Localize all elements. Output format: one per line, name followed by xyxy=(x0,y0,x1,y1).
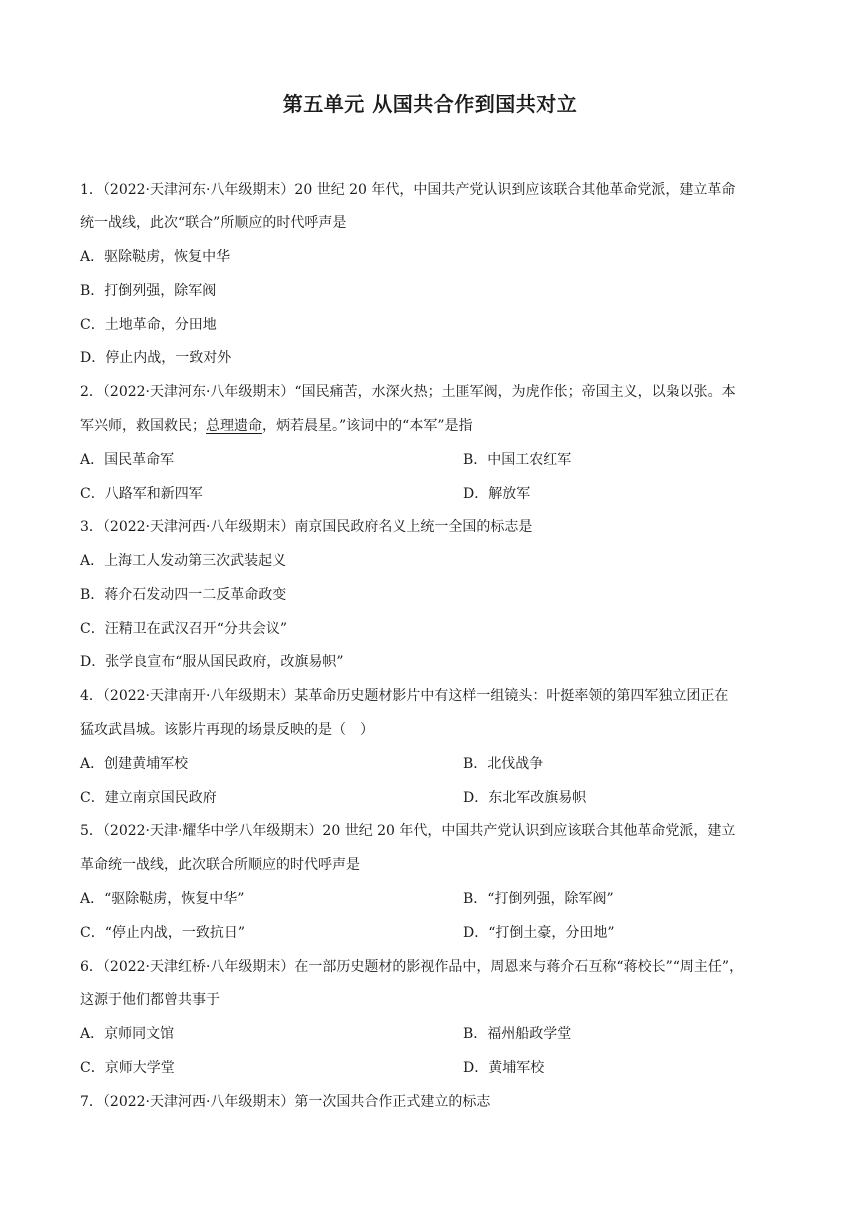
question-4-options-row-1 xyxy=(80,754,780,774)
question-2-stem-line-1: 2．（2022·天津河东·八年级期末）“国民痛苦，水深火热；土匪军阀，为虎作伥；帝国主义，以枭以张。本 xyxy=(80,384,736,400)
question-2-option-d: D．解放军 xyxy=(463,486,531,502)
question-3-option-c: C．汪精卫在武汉召开“分共会议” xyxy=(80,621,288,637)
question-6-stem-line-1: 6．（2022·天津红桥·八年级期末）在一部历史题材的影视作品中，周恩来与蒋介石互称“蒋校长”“周主任”， xyxy=(80,959,744,975)
question-5-option-b: B．“打倒列强，除军阀” xyxy=(463,891,614,907)
question-5-option-a: A．“驱除鞑虏，恢复中华” xyxy=(80,891,245,907)
question-5-options-row-2 xyxy=(80,923,780,943)
question-3-option-a: A．上海工人发动第三次武装起义 xyxy=(80,553,287,569)
question-5-stem-line-2: 革命统一战线，此次联合所顺应的时代呼声是 xyxy=(80,857,360,873)
question-6-option-c: C．京师大学堂 xyxy=(80,1060,175,1076)
question-7-stem-line-1: 7．（2022·天津河西·八年级期末）第一次国共合作正式建立的标志 xyxy=(80,1094,491,1110)
question-5-option-c: C．“停止内战，一致抗日” xyxy=(80,925,246,941)
question-4-option-b: B．北伐战争 xyxy=(463,756,544,772)
question-6-options-row-1 xyxy=(80,1024,780,1044)
question-5-stem-line-1: 5．（2022·天津·耀华中学八年级期末）20 世纪 20 年代，中国共产党认识到应该联合其他革命党派，建立 xyxy=(80,823,736,839)
question-1-option-c: C．土地革命，分田地 xyxy=(80,317,217,333)
question-6-option-d: D．黄埔军校 xyxy=(463,1060,545,1076)
question-5-option-d: D．“打倒土豪，分田地” xyxy=(463,925,615,941)
question-2-option-a: A．国民革命军 xyxy=(80,452,175,468)
question-2-option-c: C．八路军和新四军 xyxy=(80,486,203,502)
question-2-options-row-2 xyxy=(80,484,780,504)
question-2-options-row-1 xyxy=(80,450,780,470)
question-1-option-a: A．驱除鞑虏，恢复中华 xyxy=(80,249,231,265)
question-6-option-a: A．京师同文馆 xyxy=(80,1026,175,1042)
question-5-options-row-1 xyxy=(80,889,780,909)
question-2-stem-line-2 xyxy=(80,416,780,436)
question-3-option-d: D．张学良宣布“服从国民政府，改旗易帜” xyxy=(80,654,344,670)
question-6-options-row-2 xyxy=(80,1058,780,1078)
question-3-option-b: B．蒋介石发动四一二反革命政变 xyxy=(80,587,287,603)
question-1-stem-line-2: 统一战线，此次“联合”所顺应的时代呼声是 xyxy=(80,215,347,231)
question-3-stem-line-1: 3．（2022·天津河西·八年级期末）南京国民政府名义上统一全国的标志是 xyxy=(80,519,533,535)
page-title: 第五单元 从国共合作到国共对立 xyxy=(282,92,578,116)
question-1-stem-line-1: 1．（2022·天津河东·八年级期末）20 世纪 20 年代，中国共产党认识到应该联合其他革命党派，建立革命 xyxy=(80,182,736,198)
question-6-stem-line-2: 这源于他们都曾共事于 xyxy=(80,992,220,1008)
question-4-stem-line-1: 4．（2022·天津南开·八年级期末）某革命历史题材影片中有这样一组镜头：叶挺率领的第四军独立团正在 xyxy=(80,688,729,704)
question-6-option-b: B．福州船政学堂 xyxy=(463,1026,572,1042)
question-1-option-b: B．打倒列强，除军阀 xyxy=(80,283,217,299)
question-4-option-a: A．创建黄埔军校 xyxy=(80,756,189,772)
question-2-stem-text-b: ，炳若晨星。”该词中的“本军”是指 xyxy=(262,418,473,434)
question-4-option-c: C．建立南京国民政府 xyxy=(80,790,217,806)
underlined-phrase: 总理遗命 xyxy=(206,418,262,434)
question-4-option-d: D．东北军改旗易帜 xyxy=(463,790,587,806)
question-1-option-d: D．停止内战，一致对外 xyxy=(80,350,232,366)
question-2-option-b: B．中国工农红军 xyxy=(463,452,572,468)
question-4-options-row-2 xyxy=(80,788,780,808)
question-4-stem-line-2: 猛攻武昌城。该影片再现的场景反映的是（ ） xyxy=(80,722,374,738)
question-2-stem-text-a: 军兴师，救国救民； xyxy=(80,418,206,434)
